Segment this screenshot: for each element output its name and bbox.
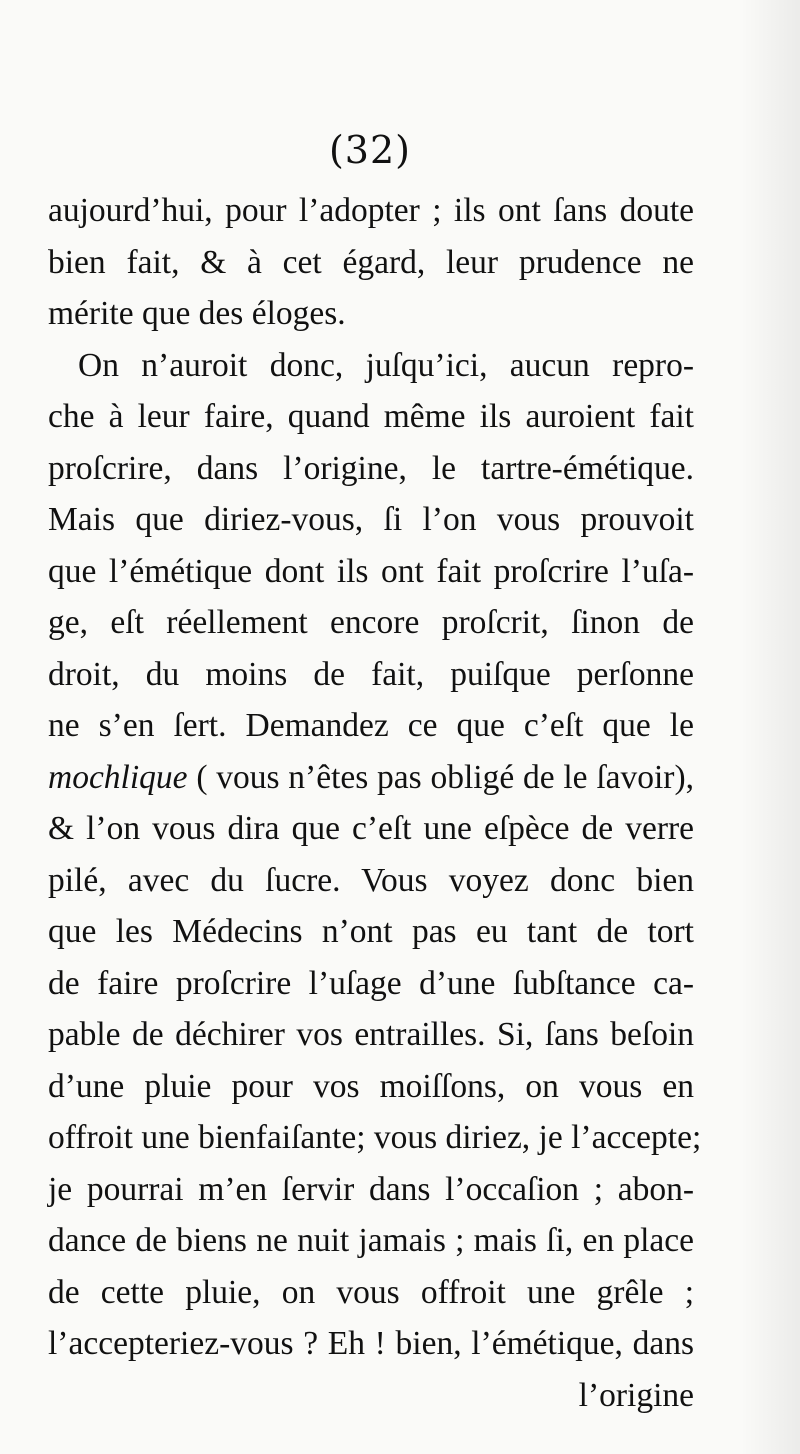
text-line: ge, eſt réellement encore proſcrit, ſinon de [48,604,694,641]
text-line: ne s’en ſert. Demandez ce que c’eſt que le [48,707,694,744]
text-line: l’accepteriez-vous ? Eh ! bien, l’émétique, dans [48,1325,694,1362]
text-line: bien fait, & à cet égard, leur prudence ne [48,243,694,281]
body-text [48,185,702,1421]
text-line: che à leur faire, quand même ils auroient fait [48,398,694,435]
catchword: l’origine [578,1376,694,1414]
text-line: je pourrai m’en ſervir dans l’occaſion ; abon- [48,1170,694,1208]
text-line: dance de biens ne nuit jamais ; mais ſi, en place [48,1222,694,1259]
text-line: que les Médecins n’ont pas eu tant de tort [48,913,694,950]
text-line [48,752,694,804]
text-line: pilé, avec du ſucre. Vous voyez donc bien [48,861,694,899]
text-line: de cette pluie, on vous offroit une grêle ; [48,1273,694,1311]
text-line: d’une pluie pour vos moiſſons, on vous en [48,1067,694,1105]
text-line: que l’émétique dont ils ont fait proſcrire l’uſa- [48,552,694,590]
text-line: aujourd’hui, pour l’adopter ; ils ont ſans doute [48,192,694,229]
text-line: & l’on vous dira que c’eſt une eſpèce de verre [48,810,694,847]
text-line: proſcrire, dans l’origine, le tartre-émétique. [48,449,694,487]
text-line: offroit une bienfaiſante; vous diriez, je l’accepte; [48,1119,702,1156]
page-number: (32) [328,128,411,172]
italic-word: mochlique [48,758,188,796]
line-text: ( vous n’êtes pas obligé de le ſavoir), [187,758,694,796]
text-line: On n’auroit donc, juſqu’ici, aucun repro- [78,346,694,384]
text-line: de faire proſcrire l’uſage d’une ſubſtance ca- [48,964,694,1002]
text-line: Mais que diriez-vous, ſi l’on vous prouvoit [48,501,694,538]
text-line: pable de déchirer vos entrailles. Si, ſans beſoin [48,1016,694,1053]
text-line: droit, du moins de fait, puiſque perſonne [48,655,694,693]
text-line: mérite que des éloges. [48,295,346,332]
